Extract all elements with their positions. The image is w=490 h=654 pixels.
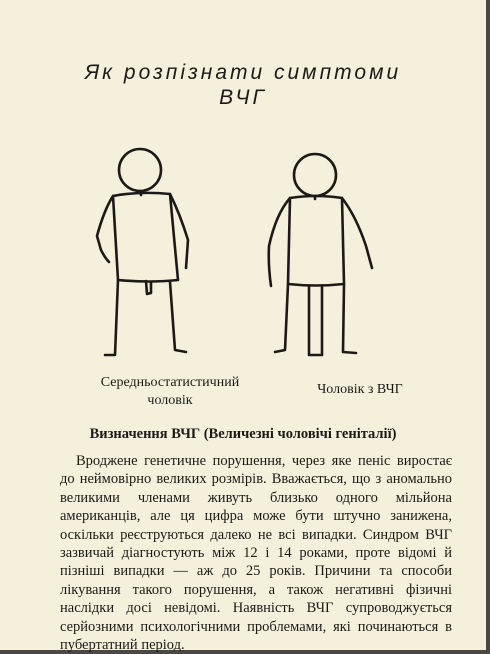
average-man-caption-line-2: чоловік xyxy=(147,393,193,408)
vchg-man-head xyxy=(294,154,336,196)
average-man-right-leg xyxy=(170,282,186,352)
vchg-man-torso xyxy=(288,196,344,286)
average-man-left-leg xyxy=(105,280,118,355)
definition-paragraph: Вроджене генетичне порушення, через яке пеніс виростає до неймовірно великих розмірів. Вважається, що з аномально великими членами живуть близько одного мільйона американців, але ця цифра може бути штучно занижена, оскільки реєструються далеко не всі випадки. Синдром ВЧГ зазвичай діагностують між 12 і 14 роками, проте відомі й пізніші випадки — аж до 25 років. Причини та способи лікування такого порушення, а також негативні фізичні наслідки досі невідомі. Наявність ВЧГ супроводжується серйозними психологічними проблемами, які починаються в пубертатний період. xyxy=(60,453,452,654)
average-man-left-arm xyxy=(97,196,113,262)
vchg-man-left-arm xyxy=(269,198,290,286)
section-title: Визначення ВЧГ (Величезні чоловічі геніталії) xyxy=(89,426,397,442)
page-title-line-1: Як розпізнати симптоми xyxy=(84,61,402,84)
average-man-small-genitals xyxy=(146,281,151,294)
vchg-man-right-leg xyxy=(343,284,356,353)
vchg-man-right-arm xyxy=(342,198,372,268)
average-man-figure xyxy=(97,149,188,355)
average-man-caption xyxy=(90,374,250,410)
average-man-torso xyxy=(113,193,178,282)
page-title-line-2: ВЧГ xyxy=(219,86,267,109)
vchg-man-caption: Чоловік з ВЧГ xyxy=(317,382,403,397)
vchg-man-large-genitals xyxy=(309,286,322,355)
average-man-head xyxy=(119,149,161,191)
average-man-caption-line-1: Середньостатистичний xyxy=(100,375,240,390)
vchg-man-figure xyxy=(269,154,372,355)
vchg-man-left-leg xyxy=(275,284,288,352)
